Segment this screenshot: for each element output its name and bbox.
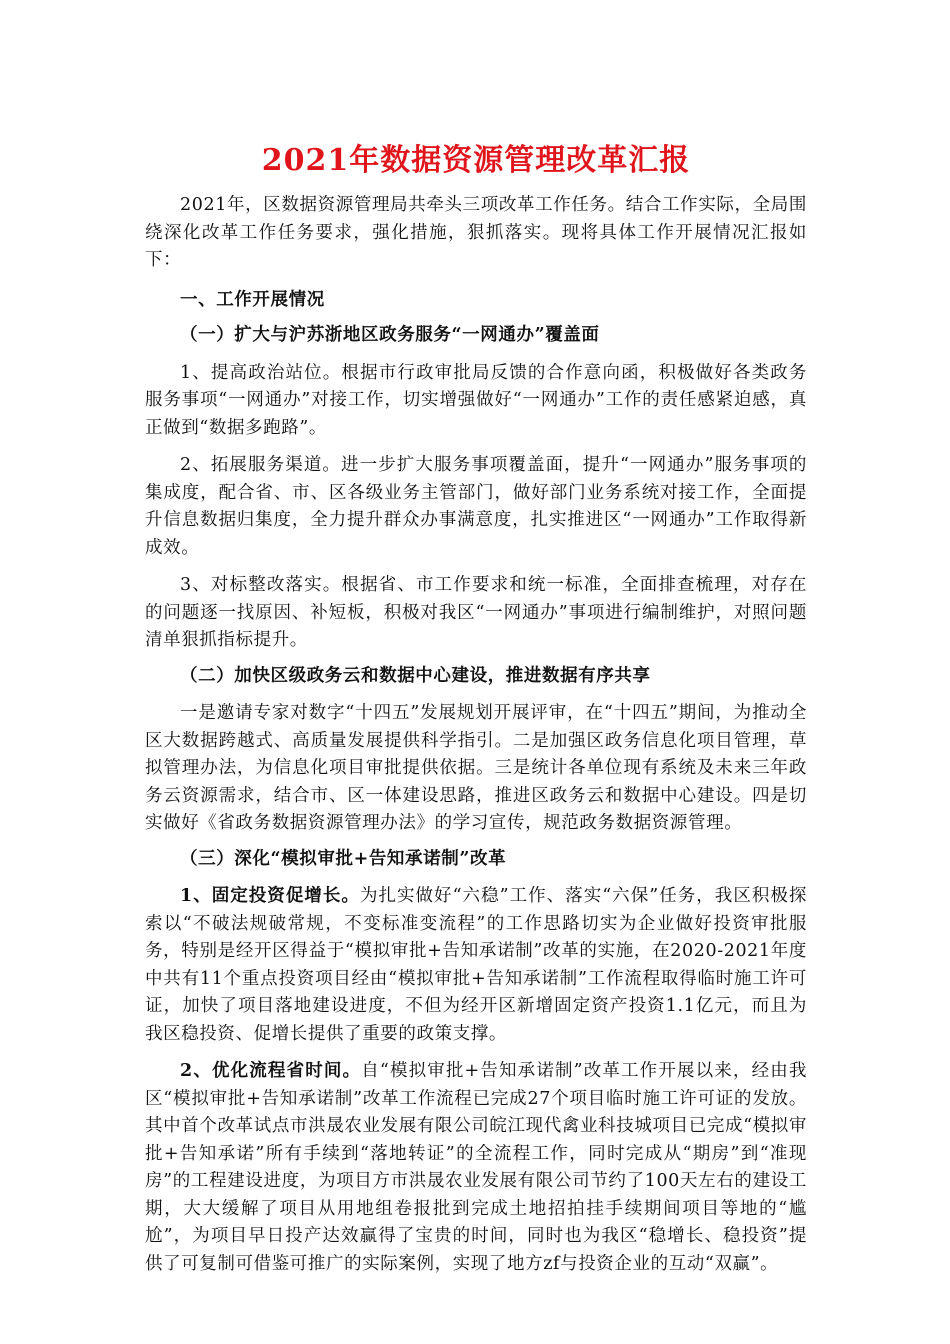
paragraph-3-2-lead: 2、优化流程省时间。 <box>180 1061 362 1081</box>
paragraph-3-1-lead: 1、固定投资促增长。 <box>180 886 360 906</box>
paragraph-3-2 <box>145 1058 807 1278</box>
paragraph-1-3: 3、对标整改落实。根据省、市工作要求和统一标准，全面排查梳理，对存在的问题逐一找原因、补短板，积极对我区“一网通办”事项进行编制维护，对照问题清单狠抓指标提升。 <box>145 575 807 650</box>
paragraph-3-1-body: 为扎实做好“六稳”工作、落实“六保”任务，我区积极探索以“不破法规破常规，不变标准变流程”的工作思路切实为企业做好投资审批服务，特别是经开区得益于“模拟审批+告知承诺制”改革的实施，在2020-2021年度中共有11个重点投资项目经由“模拟审批+告知承诺制”工作流程取得临时施工许可证，加快了项目落地建设进度，不但为经开区新增固定资产投资1.1亿元，而且为我区稳投资、促增长提供了重要的政策支撑。 <box>145 886 807 1044</box>
document-title: 2021年数据资源管理改革汇报 <box>261 143 691 178</box>
intro-paragraph: 2021年，区数据资源管理局共牵头三项改革工作任务。结合工作实际，全局围绕深化改革工作任务要求，强化措施，狠抓落实。现将具体工作开展情况汇报如下： <box>145 195 807 270</box>
document-page <box>145 138 807 1278</box>
paragraph-2-body: 一是邀请专家对数字“十四五”发展规划开展评审，在“十四五”期间，为推动全区大数据跨越式、高质量发展提供科学指引。二是加强区政务信息化项目管理，草拟管理办法，为信息化项目审批提供依据。三是统计各单位现有系统及未来三年政务云资源需求，结合市、区一体建设思路，推进区政务云和数据中心建设。四是切实做好《省政务数据资源管理办法》的学习宣传，规范政务数据资源管理。 <box>145 703 807 833</box>
paragraph-1-2: 2、拓展服务渠道。进一步扩大服务事项覆盖面，提升“一网通办”服务事项的集成度，配合省、市、区各级业务主管部门，做好部门业务系统对接工作，全面提升信息数据归集度，全力提升群众办事满意度，扎实推进区“一网通办”工作取得新成效。 <box>145 455 807 558</box>
paragraph-3-1 <box>145 883 807 1048</box>
subsection-heading-1: （一）扩大与沪苏浙地区政务服务“一网通办”覆盖面 <box>180 325 600 345</box>
paragraph-1-1: 1、提高政治站位。根据市行政审批局反馈的合作意向函，积极做好各类政务服务事项“一网通办”对接工作，切实增强做好“一网通办”工作的责任感紧迫感，真正做到“数据多跑路”。 <box>145 362 807 438</box>
subsection-heading-2: （二）加快区级政务云和数据中心建设，推进数据有序共享 <box>180 665 651 686</box>
section-heading: 一、工作开展情况 <box>180 289 325 310</box>
paragraph-3-2-body: 自“模拟审批+告知承诺制”改革工作开展以来，经由我区“模拟审批+告知承诺制”改革工作流程已完成27个项目临时施工许可证的发放。其中首个改革试点市洪晟农业发展有限公司皖江现代禽业科技城项目已完成“模拟审批+告知承诺”所有手续到“落地转证”的全流程工作，同时完成从“期房”到“准现房”的工程建设进度，为项目方市洪晟农业发展有限公司节约了100天左右的建设工期，大大缓解了项目从用地组卷报批到完成土地招拍挂手续期间项目等地的“尴尬”，为项目早日投产达效赢得了宝贵的时间，同时也为我区“稳增长、稳投资”提供了可复制可借鉴可推广的实际案例，实现了地方zf与投资企业的互动“双赢”。 <box>145 1061 807 1274</box>
subsection-heading-3: （三）深化“模拟审批+告知承诺制”改革 <box>180 848 507 869</box>
